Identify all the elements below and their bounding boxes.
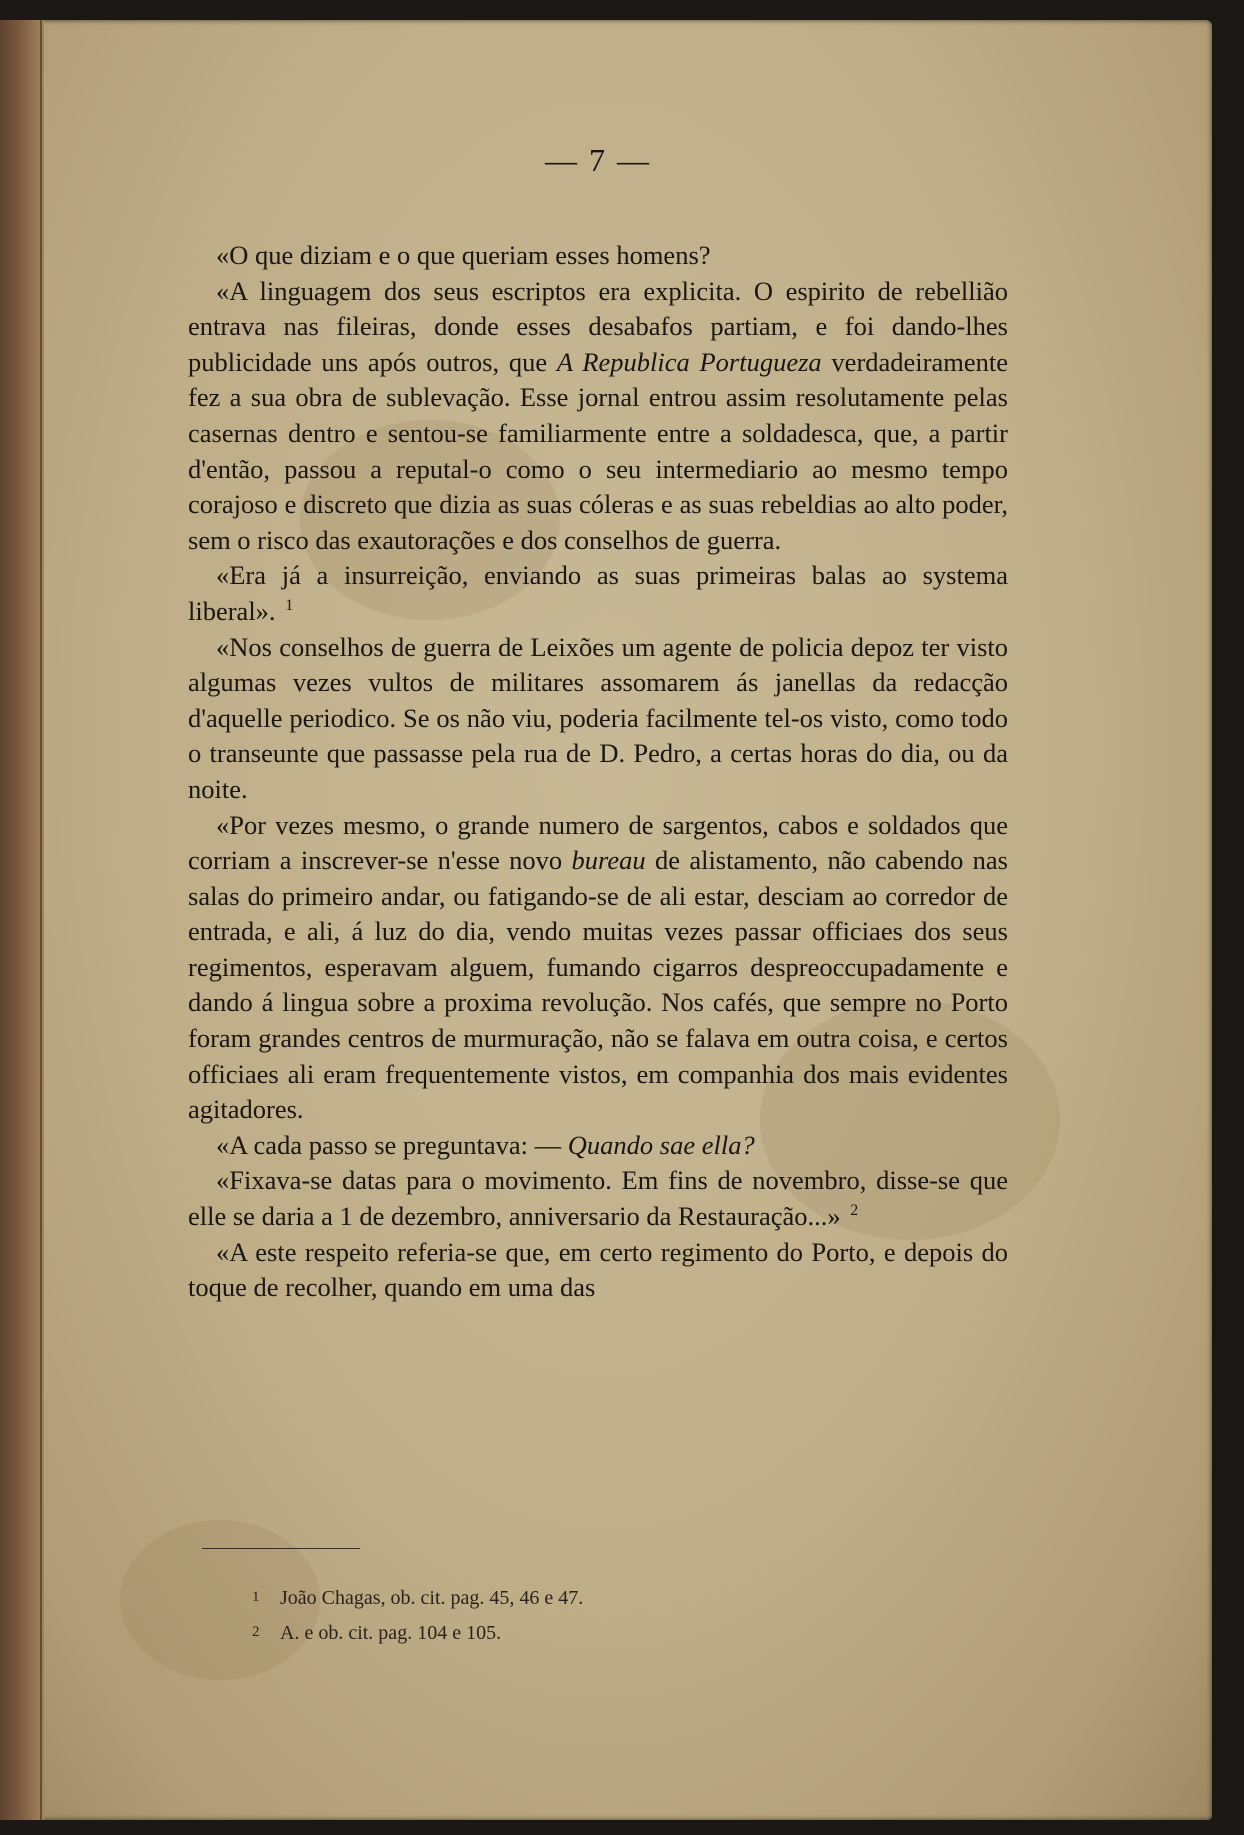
paragraph <box>188 1163 1008 1234</box>
text-run: «A cada passo se preguntava: — <box>216 1129 568 1160</box>
footnote <box>252 1615 952 1650</box>
paragraph <box>188 1235 1008 1306</box>
footnote-rule <box>202 1548 360 1549</box>
text-run: «Fixava-se datas para o movimento. Em fins de novembro, disse-se que elle se daria a 1 de dezembro, anniversario da Restauração...» <box>188 1165 1008 1232</box>
book-spine <box>0 20 44 1820</box>
paragraph <box>188 274 1008 559</box>
spine-fold <box>40 20 42 1820</box>
text-run: «Nos conselhos de guerra de Leixões um agente de policia depoz ter visto algumas vezes vultos de militares assomarem ás janellas da redacção d'aquelle periodico. Se os não viu, poderia facilmente tel-os visto, como todo o transeunte que passasse pela rua de D. Pedro, a certas horas do dia, ou da noite. <box>188 631 1008 804</box>
footnote-mark: 1 <box>252 1589 260 1605</box>
paragraph <box>188 558 1008 629</box>
footnote <box>252 1580 952 1615</box>
text-run: verdadeiramente fez a sua obra de sublevação. Esse jornal entrou assim resolutamente pelas casernas dentro e sentou-se familiarmente entre a soldadesca, que, a partir d'então, passou a reputal-o como o seu intermediario ao mesmo tempo corajoso e discreto que dizia as suas cóleras e as suas rebeldias ao alto poder, sem o risco das exautorações e dos conselhos de guerra. <box>188 346 1008 555</box>
footnote-reference: 1 <box>285 596 294 614</box>
paragraph <box>188 238 1008 274</box>
body-text <box>188 238 1008 1306</box>
paragraph <box>188 630 1008 808</box>
italic-run: Quando sae ella? <box>567 1129 755 1160</box>
footnote-mark: 2 <box>252 1624 260 1640</box>
text-run: «A este respeito referia-se que, em certo regimento do Porto, e depois do toque de recolher, quando em uma das <box>188 1236 1008 1303</box>
book-page <box>0 20 1212 1820</box>
text-run: «A linguagem dos seus escriptos era explicita. O espirito de rebellião entrava nas fileiras, donde esses desabafos partiam, e foi dando-lhes publicidade uns após outros, que <box>188 275 1008 377</box>
page-number: — 7 — <box>545 142 651 178</box>
text-run: de alistamento, não cabendo nas salas do primeiro andar, ou fatigando-se de ali estar, desciam ao corredor de entrada, e ali, á luz do dia, vendo muitas vezes passar officiaes dos seus regimentos, esperavam alguem, fumando cigarros despreoccupadamente e dando á lingua sobre a proxima revolução. Nos cafés, que sempre no Porto foram grandes centros de murmuração, não se falava em outra coisa, e certos officiaes ali eram frequentemente vistos, em companhia dos mais evidentes agitadores. <box>188 845 1008 1125</box>
italic-run: bureau <box>571 845 646 876</box>
footnote-text: A. e ob. cit. pag. 104 e 105. <box>280 1622 502 1644</box>
paragraph <box>188 808 1008 1128</box>
footnotes <box>252 1580 952 1650</box>
italic-run: A Republica Portugueza <box>556 346 822 377</box>
footnote-text: João Chagas, ob. cit. pag. 45, 46 e 47. <box>280 1587 584 1609</box>
paragraph <box>188 1128 1008 1164</box>
text-run: «O que diziam e o que queriam esses homens? <box>216 240 711 270</box>
text-run: «Por vezes mesmo, o grande numero de sargentos, cabos e soldados que corriam a inscrever-se n'esse novo <box>188 809 1008 876</box>
text-run: «Era já a insurreição, enviando as suas primeiras balas ao systema liberal». <box>188 560 1008 626</box>
footnote-reference: 2 <box>850 1202 859 1220</box>
